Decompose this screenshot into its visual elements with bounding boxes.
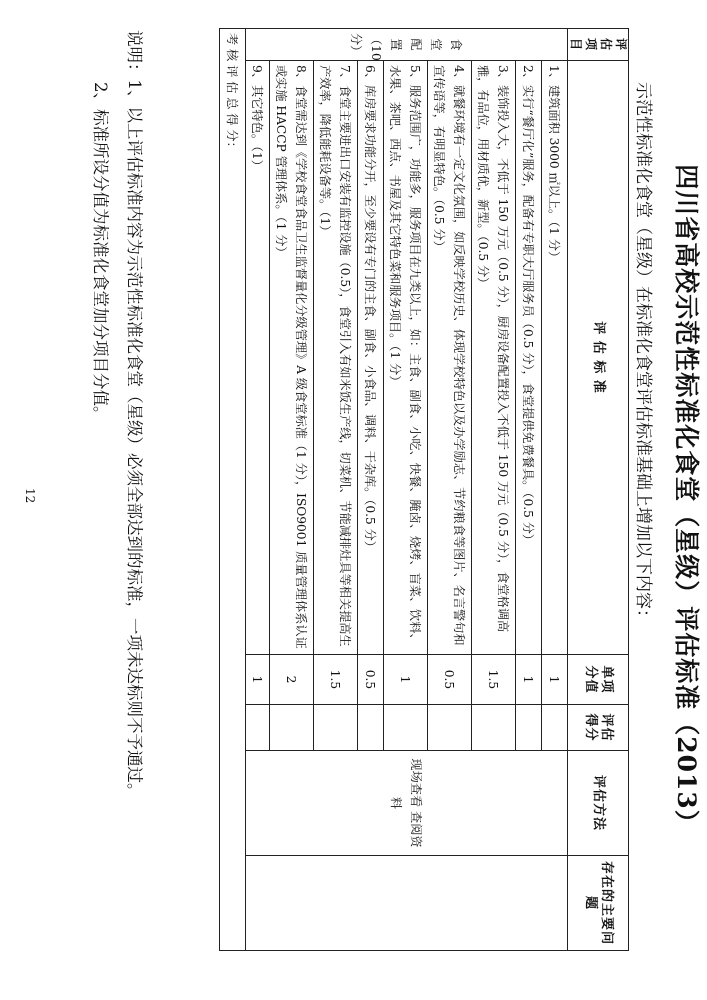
notes-block: [83, 30, 151, 800]
row-score: 1: [384, 655, 428, 705]
table-row: [542, 29, 568, 951]
row-eval-cell: [314, 705, 358, 751]
row-eval-cell: [428, 705, 472, 751]
page-number: 12: [23, 488, 37, 504]
row-eval-cell: [270, 705, 314, 751]
row-criteria: 2、实行“餐厅化”服务，配备有专职大厅服务员（0.5 分），食堂提供免费餐具。（0.5 分）: [516, 61, 542, 655]
row-score: 1: [246, 655, 270, 705]
row-score: 1.5: [472, 655, 516, 705]
row-score: 1: [542, 655, 568, 705]
total-row: [220, 29, 246, 951]
row-criteria: 8、食堂需达到《学校食堂食品卫生监督量化分级管理》A 级食堂标准（1 分），ISO9001 质量管理体系认证或实施 HACCP 管理体系。（1 分）: [270, 61, 314, 655]
row-eval-cell: [358, 705, 384, 751]
table-header-row: [568, 29, 629, 951]
row-criteria: 7、食堂主要进出口安装有监控设施（0.5），食堂引入有如米饭生产线，切菜机、节能减排灶具等相关提高生产效率，降低能耗设备等。（1）: [314, 61, 358, 655]
row-criteria: 5、服务范围广，功能多，服务项目在九类以上，如：主食、副食、小吃、快餐、腌卤、烧烤、盲菜、饮料、水果、茶吧、西点、书屋及其它特色菜和服务项目。（1 分）: [384, 61, 428, 655]
row-score: 1: [516, 655, 542, 705]
method-cell: 现场查看 查阅资料: [246, 751, 568, 856]
row-eval-cell: [472, 705, 516, 751]
total-label: 考 核 评 估 总 得 分：: [220, 29, 246, 951]
row-score: 1.5: [314, 655, 358, 705]
row-score: 0.5: [428, 655, 472, 705]
group-label: 食堂配置（10分）: [246, 29, 568, 61]
note-2: 2、标准所设分值为标准化食堂加分项目分值。: [91, 82, 110, 423]
row-criteria: 1、建筑面积 3000 ㎡以上。（1 分）: [542, 61, 568, 655]
row-criteria: 3、装饰投入大，不低于 150 万元（0.5 分），厨房设备配置投入不低于 150 万元（0.5 分），食堂格调高雅，有品位，用材质优，新型。（0.5 分）: [472, 61, 516, 655]
header-criteria: 评 估 标 准: [568, 61, 629, 655]
document-title: 四川省高校示范性标准化食堂（星级）评估标准（2013）: [672, 164, 701, 836]
note-1: 说明：1、以上评估标准内容为示范性标准化食堂（星级）必须全部达到的标准，一项未达标则不予通过。: [125, 30, 144, 800]
row-eval-cell: [542, 705, 568, 751]
header-score: 单项分值: [568, 655, 629, 705]
row-score: 2: [270, 655, 314, 705]
row-eval-cell: [384, 705, 428, 751]
row-eval-cell: [516, 705, 542, 751]
issues-cell: [246, 856, 568, 951]
row-eval-cell: [246, 705, 270, 751]
row-criteria: 9、其它特色。（1）: [246, 61, 270, 655]
header-issues: 存在的主要问题: [568, 856, 629, 951]
row-score: 0.5: [358, 655, 384, 705]
row-criteria: 4、就餐环境有一定文化氛围，如反映学校历史、体现学校特色以及办学励志、节约粮食等图片、名言警句和宣传语等，有明显特色。（0.5 分）: [428, 61, 472, 655]
header-eval: 评估得分: [568, 705, 629, 751]
document-subtitle: 示范性标准化食堂（星级）在标准化食堂评估标准基础上增加以下内容：: [633, 82, 653, 626]
evaluation-table: [219, 28, 629, 951]
row-criteria: 6、库房要求功能分开，至少要设有专门的主食、副食、小食品、调料、干杂库。（0.5 分）: [358, 61, 384, 655]
header-method: 评估方法: [568, 751, 629, 856]
header-item: 评 估 项 目: [568, 29, 629, 61]
